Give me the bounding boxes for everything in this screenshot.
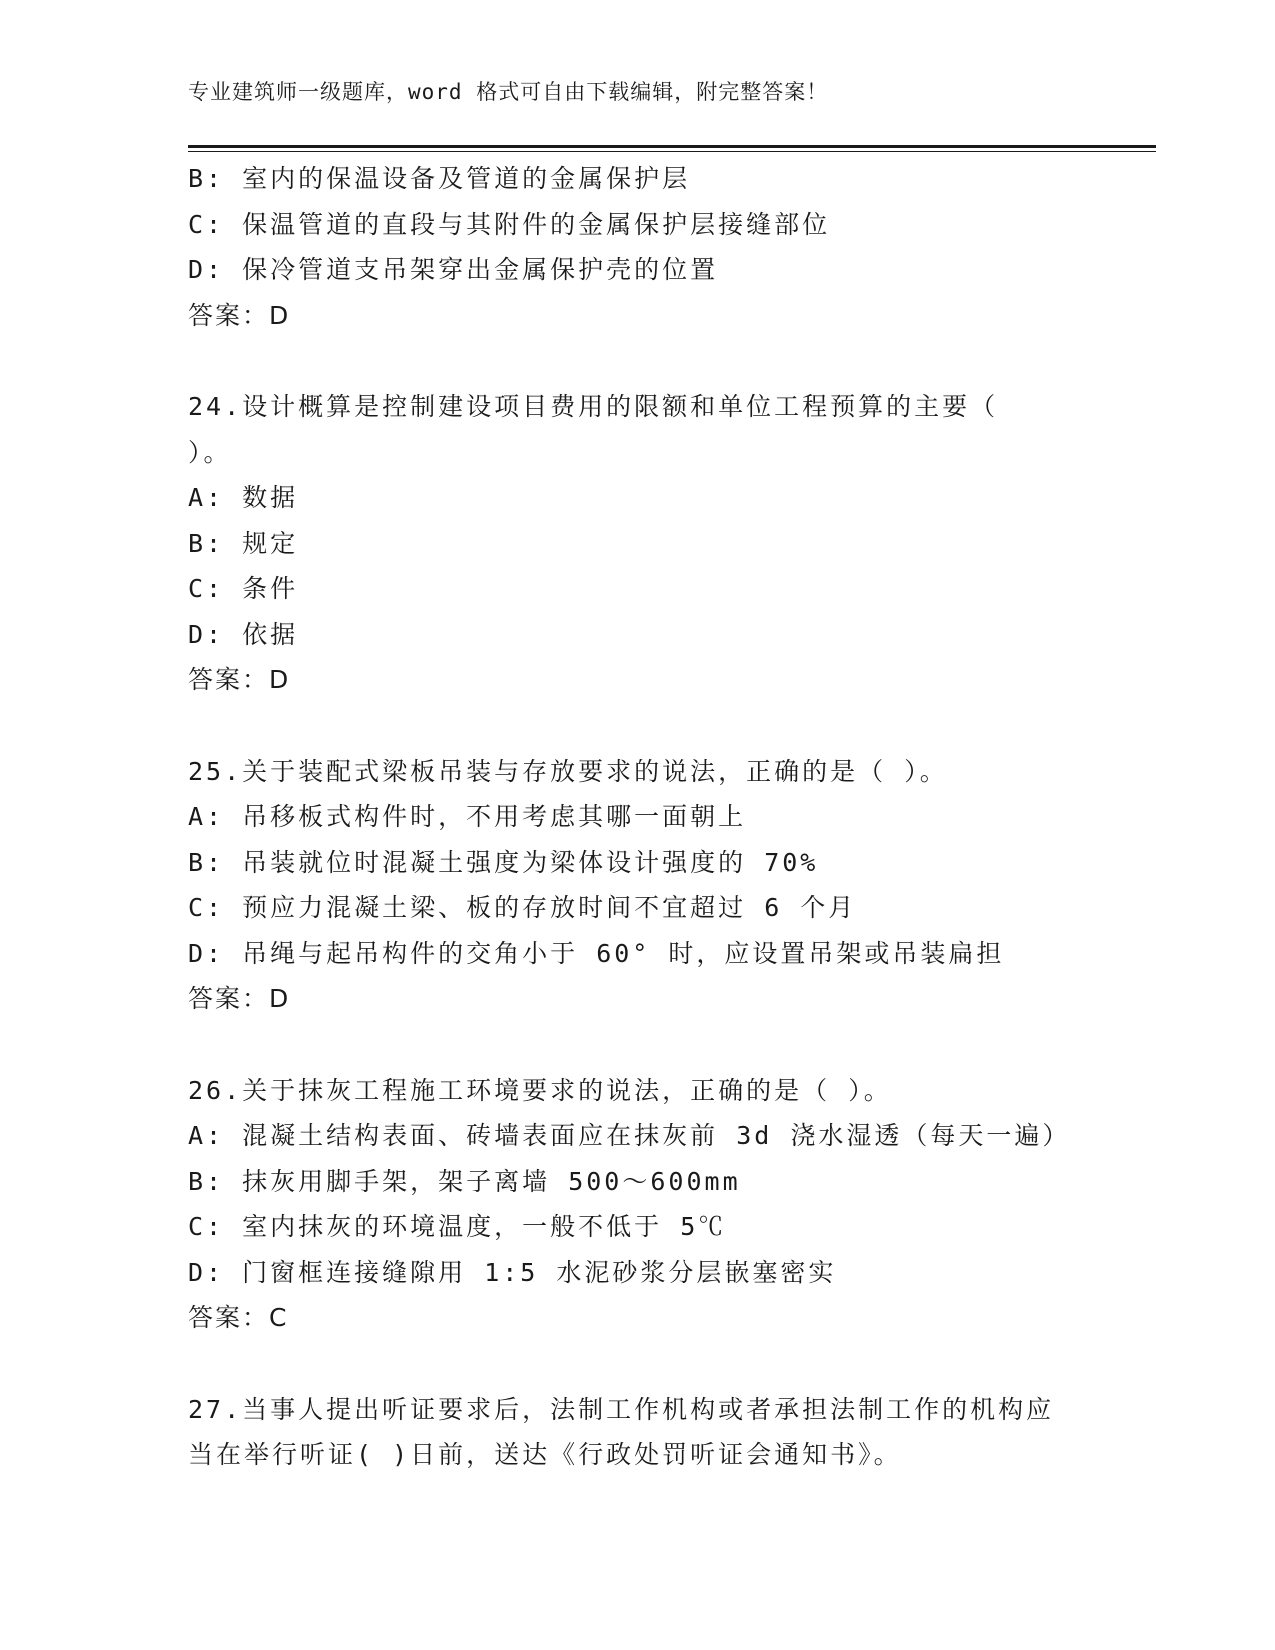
header-rule-thick — [188, 145, 1156, 148]
option-c: C: 保温管道的直段与其附件的金属保护层接缝部位 — [188, 209, 831, 239]
question-content — [188, 156, 1088, 1478]
option-d: D: 依据 — [188, 619, 299, 649]
option-d: D: 门窗框连接缝隙用 1:5 水泥砂浆分层嵌塞密实 — [188, 1257, 837, 1287]
question-26 — [188, 1068, 1088, 1341]
answer-line: 答案：C — [188, 1303, 289, 1332]
option-b: B: 规定 — [188, 528, 299, 558]
option-a: A: 混凝土结构表面、砖墙表面应在抹灰前 3d 浇水湿透（每天一遍） — [188, 1121, 1071, 1150]
spacer — [188, 1341, 1088, 1387]
option-b: B: 抹灰用脚手架，架子离墙 500～600mm — [188, 1166, 741, 1196]
option-c: C: 室内抹灰的环境温度，一般不低于 5℃ — [188, 1212, 727, 1241]
spacer — [188, 703, 1088, 749]
option-d: D: 吊绳与起吊构件的交角小于 60° 时，应设置吊架或吊装扁担 — [188, 938, 1005, 968]
answer-line: 答案：D — [188, 984, 291, 1013]
option-c: C: 预应力混凝土梁、板的存放时间不宜超过 6 个月 — [188, 893, 857, 922]
option-c: C: 条件 — [188, 574, 299, 603]
spacer — [188, 1022, 1088, 1068]
option-a: A: 数据 — [188, 483, 299, 512]
header-rule-thin — [188, 151, 1156, 152]
answer-line: 答案：D — [188, 665, 291, 694]
option-b: B: 吊装就位时混凝土强度为梁体设计强度的 70% — [188, 847, 819, 877]
spacer — [188, 338, 1088, 384]
question-stem-continued: ）。 — [188, 437, 232, 467]
question-stem: 24.设计概算是控制建设项目费用的限额和单位工程预算的主要（ — [188, 392, 999, 421]
question-stem: 25.关于装配式梁板吊装与存放要求的说法，正确的是（ ）。 — [188, 756, 948, 786]
question-stem: 27.当事人提出听证要求后，法制工作机构或者承担法制工作的机构应 — [188, 1394, 1055, 1424]
option-d: D: 保冷管道支吊架穿出金属保护壳的位置 — [188, 255, 719, 284]
page-header: 专业建筑师一级题库，word 格式可自由下载编辑，附完整答案！ — [188, 80, 829, 104]
question-23 — [188, 156, 1088, 338]
question-24 — [188, 384, 1088, 703]
option-a: A: 吊移板式构件时，不用考虑其哪一面朝上 — [188, 802, 747, 831]
question-stem-continued: 当在举行听证( )日前，送达《行政处罚听证会通知书》。 — [188, 1440, 902, 1469]
question-27 — [188, 1387, 1088, 1478]
answer-line: 答案：D — [188, 300, 291, 330]
question-stem: 26.关于抹灰工程施工环境要求的说法，正确的是（ ）。 — [188, 1075, 892, 1105]
question-25 — [188, 749, 1088, 1022]
option-b: B: 室内的保温设备及管道的金属保护层 — [188, 164, 691, 193]
